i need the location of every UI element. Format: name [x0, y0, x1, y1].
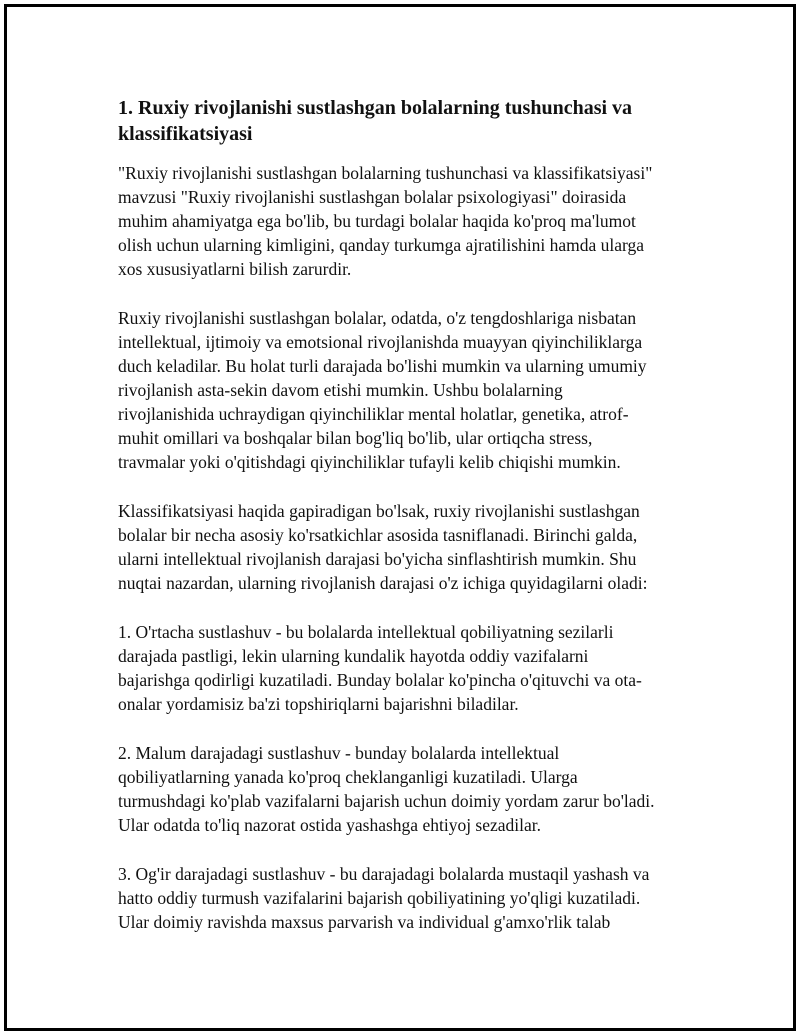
paragraph-intro: "Ruxiy rivojlanishi sustlashgan bolalarning tushunchasi va klassifikatsiyasi" mavzusi "Ruxiy rivojlanishi sustlashgan bolalar psixologiyasi" doirasida muhim ahamiyatga ega bo'lib, bu turdagi bolalar haqida ko'proq ma'lumot olish uchun ularning kimligini, qanday turkumga ajratilishini hamda ularga xos xususiyatlarni bilish zarurdir. [118, 163, 653, 279]
list-item-certain-level: 2. Malum darajadagi sustlashuv - bunday bolalarda intellektual qobiliyatlarning yanada ko'proq cheklanganligi kuzatiladi. Ularga turmushdagi ko'plab vazifalarni bajarish uchun doimiy yordam zarur bo'ladi. Ular odatda to'liq nazorat ostida yashashga ehtiyoj sezadilar. [118, 743, 655, 835]
document-body [118, 95, 768, 959]
document-title: 1. Ruxiy rivojlanishi sustlashgan bolalarning tushunchasi va klassifikatsiyasi [118, 97, 633, 145]
paragraph-description: Ruxiy rivojlanishi sustlashgan bolalar, odatda, o'z tengdoshlariga nisbatan intellektual, ijtimoiy va emotsional rivojlanishda muayyan qiyinchiliklarga duch keladilar. Bu holat turli darajada bo'lishi mumkin va ularning umumiy rivojlanish asta-sekin davom etishi mumkin. Ushbu bolalarning rivojlanishida uchraydigan qiyinchiliklar mental holatlar, genetika, atrof- muhit omillari va boshqalar bilan bog'liq bo'lib, ular ortiqcha stress, travmalar yoki o'qitishdagi qiyinchiliklar tufayli kelib chiqishi mumkin. [118, 308, 647, 472]
list-item-moderate: 1. O'rtacha sustlashuv - bu bolalarda intellektual qobiliyatning sezilarli darajada pastligi, lekin ularning kundalik hayotda oddiy vazifalarni bajarishga qodirligi kuzatiladi. Bunday bolalar ko'pincha o'qituvchi va ota- onalar yordamisiz ba'zi topshiriqlarni bajarishni biladilar. [118, 622, 642, 714]
paragraph-classification: Klassifikatsiyasi haqida gapiradigan bo'lsak, ruxiy rivojlanishi sustlashgan bolalar bir necha asosiy ko'rsatkichlar asosida tasniflanadi. Birinchi galda, ularni intellektual rivojlanish darajasi bo'yicha sinflashtirish mumkin. Shu nuqtai nazardan, ularning rivojlanish darajasi o'z ichiga quyidagilarni oladi: [118, 501, 648, 593]
list-item-severe: 3. Og'ir darajadagi sustlashuv - bu darajadagi bolalarda mustaqil yashash va hatto oddiy turmush vazifalarini bajarish qobiliyatining yo'qligi kuzatiladi. Ular doimiy ravishda maxsus parvarish va individual g'amxo'rlik talab [118, 864, 650, 932]
